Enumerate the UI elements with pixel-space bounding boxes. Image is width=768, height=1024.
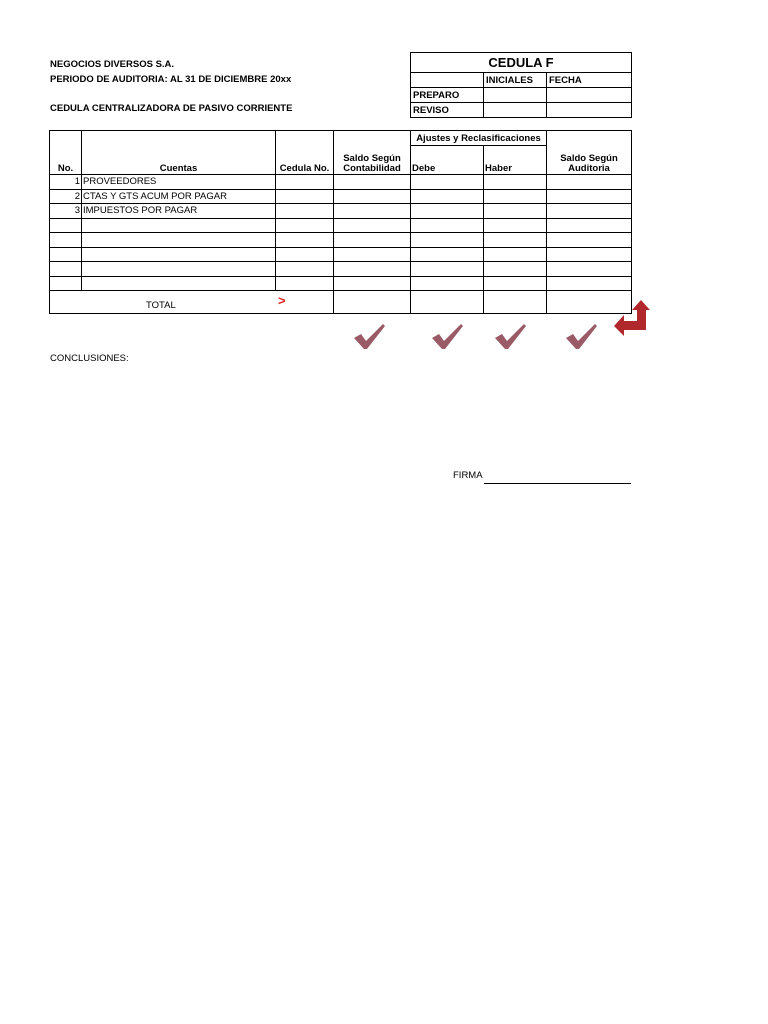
return-arrow-icon	[612, 299, 654, 339]
header-debit: Debe	[411, 146, 484, 175]
row-debit-cell[interactable]	[411, 262, 484, 277]
header-no: No.	[50, 131, 82, 175]
row-account	[82, 233, 276, 248]
row-audit-balance-cell[interactable]	[547, 262, 632, 277]
header-audit-balance-l2: Auditoria	[568, 163, 610, 174]
row-number: 2	[50, 189, 82, 204]
row-number	[50, 218, 82, 233]
row-book-balance-cell[interactable]	[334, 189, 411, 204]
total-book-balance-cell[interactable]	[334, 291, 411, 314]
prepared-initials-cell[interactable]	[484, 88, 547, 103]
row-account: CTAS Y GTS ACUM POR PAGAR	[82, 189, 276, 204]
row-account: IMPUESTOS POR PAGAR	[82, 204, 276, 219]
row-audit-balance-cell[interactable]	[547, 276, 632, 291]
row-book-balance-cell[interactable]	[334, 218, 411, 233]
table-row	[50, 262, 632, 277]
conclusions-label: CONCLUSIONES:	[50, 353, 129, 364]
row-book-balance-cell[interactable]	[334, 276, 411, 291]
row-book-balance-cell[interactable]	[334, 204, 411, 219]
row-ref-cell[interactable]	[276, 247, 334, 262]
header-credit: Haber	[484, 146, 547, 175]
row-ref-cell[interactable]	[276, 233, 334, 248]
total-marker: >	[278, 293, 286, 308]
row-account	[82, 276, 276, 291]
row-book-balance-cell[interactable]	[334, 247, 411, 262]
company-name: NEGOCIOS DIVERSOS S.A.	[50, 59, 175, 70]
row-number	[50, 276, 82, 291]
total-row	[50, 291, 632, 314]
row-book-balance-cell[interactable]	[334, 262, 411, 277]
reviewed-date-cell[interactable]	[547, 103, 632, 118]
table-row	[50, 276, 632, 291]
header-book-balance-l2: Contabilidad	[343, 163, 401, 174]
header-account: Cuentas	[82, 131, 276, 175]
row-account: PROVEEDORES	[82, 175, 276, 190]
table-row	[50, 175, 632, 190]
row-ref-cell[interactable]	[276, 276, 334, 291]
row-ref-cell[interactable]	[276, 204, 334, 219]
row-audit-balance-cell[interactable]	[547, 175, 632, 190]
row-number	[50, 233, 82, 248]
row-credit-cell[interactable]	[484, 247, 547, 262]
total-label: TOTAL	[146, 300, 176, 311]
row-debit-cell[interactable]	[411, 276, 484, 291]
row-number: 3	[50, 204, 82, 219]
signature-label: FIRMA	[453, 470, 483, 481]
header-book-balance	[334, 131, 411, 175]
row-debit-cell[interactable]	[411, 204, 484, 219]
row-credit-cell[interactable]	[484, 189, 547, 204]
row-debit-cell[interactable]	[411, 233, 484, 248]
total-debit-cell[interactable]	[411, 291, 484, 314]
row-prepared: PREPARO	[411, 88, 484, 103]
row-number: 1	[50, 175, 82, 190]
row-ref-cell[interactable]	[276, 189, 334, 204]
row-debit-cell[interactable]	[411, 247, 484, 262]
audit-period: PERIODO DE AUDITORIA: AL 31 DE DICIEMBRE 20xx	[50, 74, 292, 85]
row-ref-cell[interactable]	[276, 262, 334, 277]
row-credit-cell[interactable]	[484, 204, 547, 219]
row-audit-balance-cell[interactable]	[547, 204, 632, 219]
header-adjustments: Ajustes y Reclasificaciones	[411, 131, 547, 146]
header-book-balance-l1: Saldo Según	[343, 153, 401, 164]
row-account	[82, 262, 276, 277]
signoff-table	[410, 52, 632, 118]
row-credit-cell[interactable]	[484, 218, 547, 233]
total-credit-cell[interactable]	[484, 291, 547, 314]
reviewed-initials-cell[interactable]	[484, 103, 547, 118]
row-book-balance-cell[interactable]	[334, 175, 411, 190]
row-audit-balance-cell[interactable]	[547, 247, 632, 262]
header-ref: Cedula No.	[276, 131, 334, 175]
table-row	[50, 233, 632, 248]
row-book-balance-cell[interactable]	[334, 233, 411, 248]
header-audit-balance-l1: Saldo Según	[560, 153, 618, 164]
check-mark-icon	[564, 322, 598, 350]
col-initials: INICIALES	[484, 73, 547, 88]
table-row	[50, 189, 632, 204]
row-debit-cell[interactable]	[411, 189, 484, 204]
row-number	[50, 247, 82, 262]
row-number	[50, 262, 82, 277]
cedula-title: CEDULA F	[411, 53, 632, 73]
table-row	[50, 247, 632, 262]
row-ref-cell[interactable]	[276, 218, 334, 233]
check-mark-icon	[352, 322, 386, 350]
prepared-date-cell[interactable]	[547, 88, 632, 103]
row-reviewed: REVISO	[411, 103, 484, 118]
row-credit-cell[interactable]	[484, 276, 547, 291]
col-date: FECHA	[547, 73, 632, 88]
row-audit-balance-cell[interactable]	[547, 189, 632, 204]
row-credit-cell[interactable]	[484, 233, 547, 248]
row-ref-cell[interactable]	[276, 175, 334, 190]
row-debit-cell[interactable]	[411, 218, 484, 233]
check-mark-icon	[493, 322, 527, 350]
row-account	[82, 218, 276, 233]
table-row	[50, 218, 632, 233]
total-label-cell	[50, 291, 334, 314]
signature-line[interactable]	[484, 483, 631, 484]
schedule-title: CEDULA CENTRALIZADORA DE PASIVO CORRIENTE	[50, 103, 293, 114]
row-audit-balance-cell[interactable]	[547, 233, 632, 248]
row-credit-cell[interactable]	[484, 175, 547, 190]
schedule-table	[49, 130, 632, 314]
table-row	[50, 204, 632, 219]
check-mark-icon	[430, 322, 464, 350]
signoff-corner	[411, 73, 484, 88]
row-debit-cell[interactable]	[411, 175, 484, 190]
row-audit-balance-cell[interactable]	[547, 218, 632, 233]
header-audit-balance	[547, 131, 632, 175]
row-account	[82, 247, 276, 262]
row-credit-cell[interactable]	[484, 262, 547, 277]
